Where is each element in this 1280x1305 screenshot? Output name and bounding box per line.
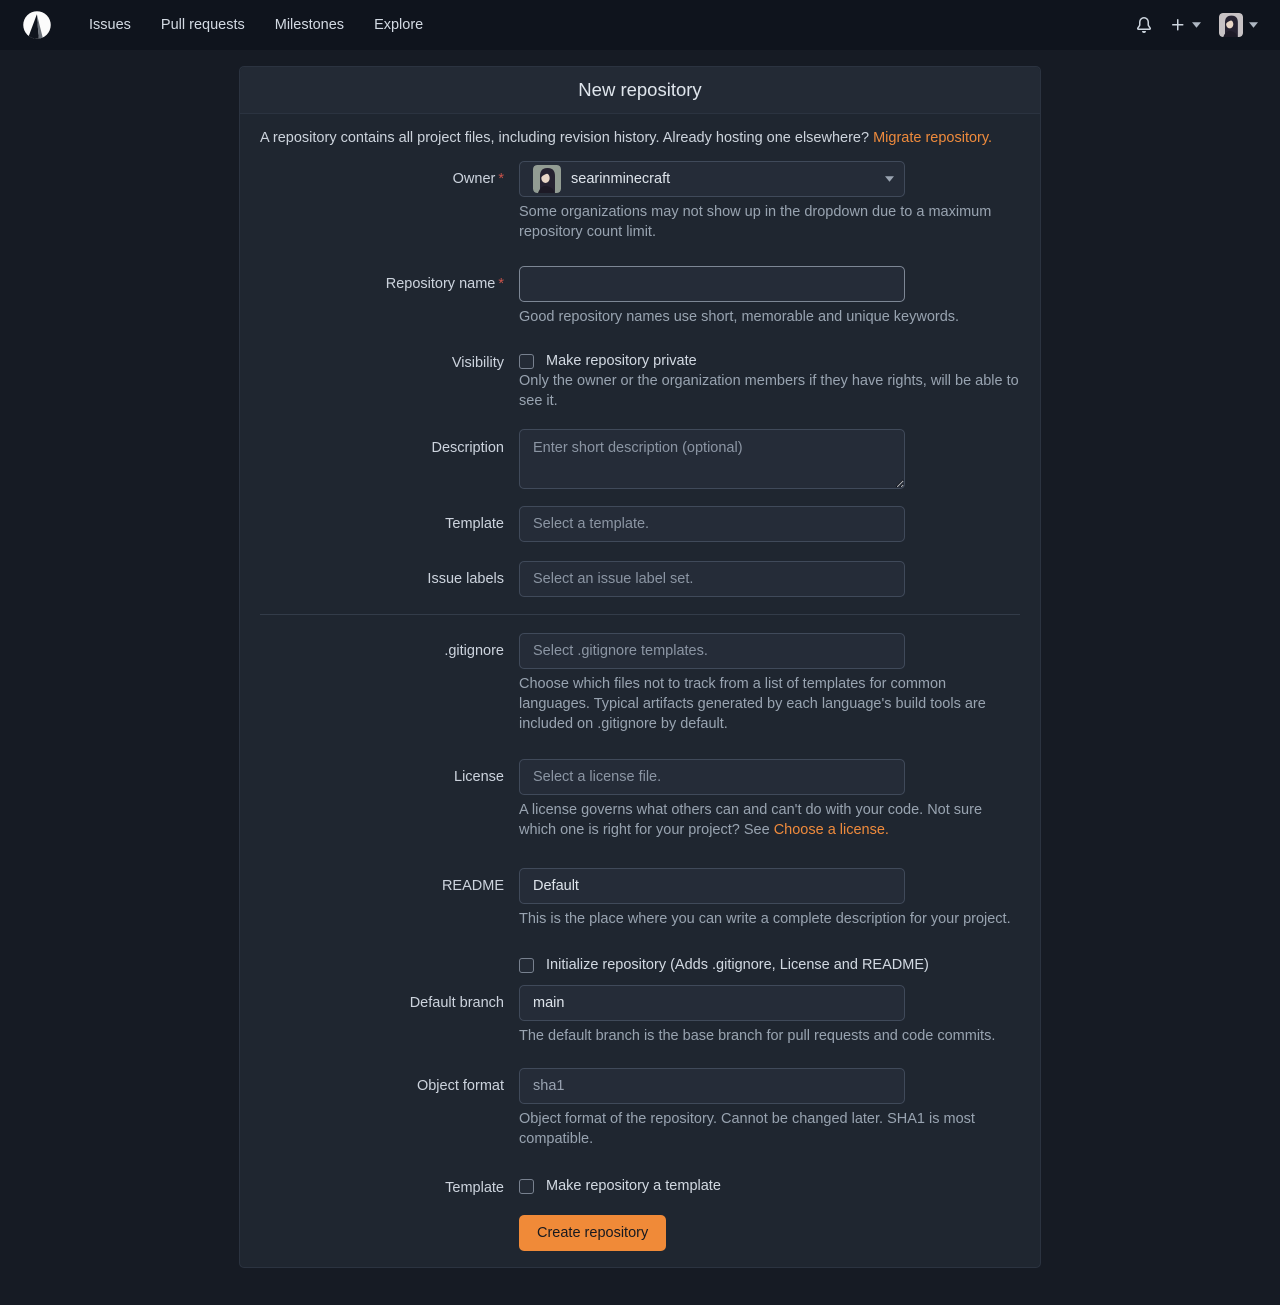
gitignore-select[interactable]: Select .gitignore templates. (519, 633, 905, 669)
make-template-checkbox[interactable] (519, 1179, 534, 1194)
template-label: Template (445, 516, 504, 532)
user-menu-button[interactable] (1219, 13, 1258, 37)
codeberg-mountain-icon (22, 10, 52, 40)
create-repository-button[interactable]: Create repository (519, 1215, 666, 1251)
object-format-help: Object format of the repository. Cannot be changed later. SHA1 is most compatible. (519, 1111, 975, 1147)
intro-text (260, 130, 1020, 146)
intro-sentence: A repository contains all project files, including revision history. Already hosting one elsewhere? (260, 130, 870, 146)
owner-select[interactable] (519, 161, 905, 197)
owner-value: searinminecraft (571, 171, 671, 187)
template-row (260, 506, 1020, 542)
issue-labels-select[interactable]: Select an issue label set. (519, 561, 905, 597)
make-template-checkbox-line[interactable] (519, 1178, 1021, 1194)
readme-label: README (441, 878, 504, 894)
repo-name-row (260, 266, 1020, 327)
license-row (260, 759, 1020, 840)
private-checkbox[interactable] (519, 354, 534, 369)
create-new-button[interactable] (1170, 17, 1201, 33)
issue-labels-row (260, 561, 1020, 597)
nav-link-milestones[interactable]: Milestones (274, 17, 345, 33)
navbar-right (1136, 13, 1258, 37)
gitignore-help: Choose which files not to track from a list of templates for common languages. Typical artifacts generated by each language's build tools are included on .gitignore by default. (519, 676, 986, 732)
object-format-label: Object format (416, 1078, 504, 1094)
description-label: Description (431, 440, 504, 456)
chevron-down-icon (1192, 22, 1201, 28)
init-repo-checkbox[interactable] (519, 958, 534, 973)
user-avatar (1219, 13, 1243, 37)
nav-link-issues[interactable]: Issues (89, 17, 131, 33)
top-navbar (0, 0, 1280, 50)
owner-label: Owner * (452, 171, 504, 187)
default-branch-input[interactable] (519, 985, 905, 1021)
description-textarea[interactable] (519, 429, 905, 489)
new-repository-form (240, 114, 1040, 1267)
page-title: New repository (240, 67, 1040, 114)
migrate-repository-link[interactable]: Migrate repository. (873, 130, 993, 146)
init-repo-checkbox-line[interactable] (519, 957, 1021, 973)
chevron-down-icon (1249, 22, 1258, 28)
object-format-select[interactable]: sha1 (519, 1068, 905, 1104)
repo-name-input[interactable] (519, 266, 905, 302)
site-logo[interactable] (22, 10, 52, 40)
repo-name-help: Good repository names use short, memorable and unique keywords. (519, 309, 960, 325)
default-branch-row (260, 985, 1020, 1046)
notifications-button[interactable] (1136, 17, 1152, 33)
nav-link-explore[interactable]: Explore (374, 17, 424, 33)
nav-link-pull-requests[interactable]: Pull requests (160, 17, 245, 33)
owner-row (260, 161, 1020, 242)
choose-license-link[interactable]: Choose a license. (773, 822, 889, 838)
repo-name-label: Repository name * (385, 276, 504, 292)
section-divider (260, 614, 1020, 615)
make-template-checkbox-label[interactable]: Make repository a template (546, 1178, 721, 1194)
readme-row (260, 868, 1020, 929)
readme-help: This is the place where you can write a complete description for your project. (519, 911, 1011, 927)
plus-icon (1170, 17, 1186, 33)
gitignore-label: .gitignore (444, 643, 504, 659)
gitignore-row (260, 633, 1020, 734)
make-template-row (260, 1178, 1020, 1197)
default-branch-label: Default branch (409, 995, 504, 1011)
init-repo-checkbox-label[interactable]: Initialize repository (Adds .gitignore, License and README) (546, 957, 929, 973)
submit-row (260, 1215, 1020, 1251)
chevron-down-icon (885, 176, 894, 182)
new-repository-panel (239, 66, 1041, 1268)
issue-labels-label: Issue labels (427, 571, 504, 587)
readme-select[interactable]: Default (519, 868, 905, 904)
license-help: A license governs what others can and can't do with your code. Not sure which one is right for your project? See Choose a license. (519, 802, 983, 838)
required-asterisk: * (498, 276, 504, 292)
description-row (260, 429, 1020, 489)
object-format-row (260, 1068, 1020, 1149)
visibility-row (260, 353, 1020, 411)
license-select[interactable]: Select a license file. (519, 759, 905, 795)
private-checkbox-line[interactable] (519, 353, 1021, 369)
required-asterisk: * (498, 171, 504, 187)
owner-help: Some organizations may not show up in the dropdown due to a maximum repository count limit. (519, 204, 992, 240)
owner-avatar (533, 165, 561, 193)
visibility-help: Only the owner or the organization members if they have rights, will be able to see it. (519, 373, 1019, 409)
init-repo-row (260, 957, 1020, 973)
visibility-label: Visibility (451, 355, 504, 371)
template-select[interactable]: Select a template. (519, 506, 905, 542)
bell-icon (1136, 17, 1152, 33)
private-checkbox-label[interactable]: Make repository private (546, 353, 697, 369)
default-branch-help: The default branch is the base branch for pull requests and code commits. (519, 1028, 996, 1044)
make-template-label: Template (445, 1180, 504, 1196)
license-label: License (454, 769, 504, 785)
